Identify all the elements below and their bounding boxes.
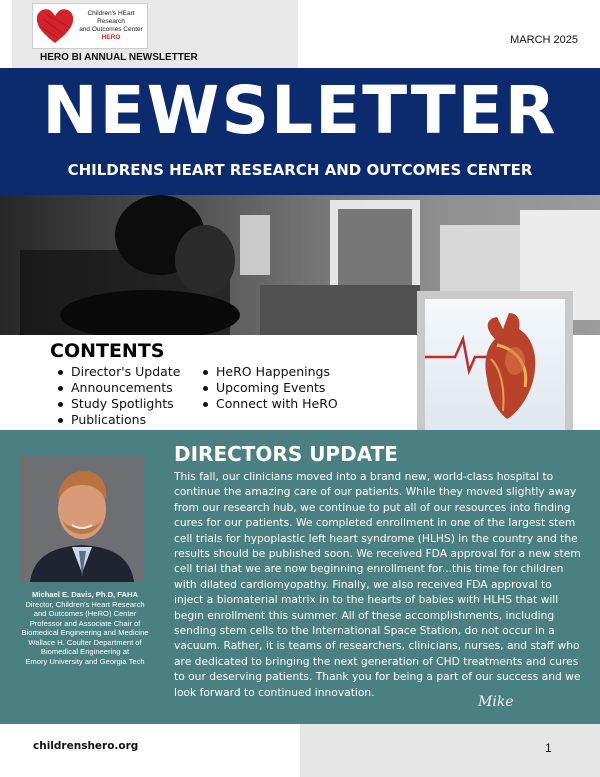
director-signature: Mike: [478, 694, 514, 710]
logo-line: HERO: [101, 34, 121, 41]
contents-item[interactable]: Announcements: [55, 380, 180, 396]
director-caption: [6, 590, 164, 666]
heart-logo-icon: [35, 7, 75, 45]
newsletter-subtitle: CHILDRENS HEART RESEARCH AND OUTCOMES CENTER: [67, 161, 533, 179]
directors-update-title: DIRECTORS UPDATE: [174, 442, 398, 466]
contents-item[interactable]: Connect with HeRO: [200, 396, 338, 412]
newsletter-title: NEWSLETTER: [42, 72, 558, 149]
directors-update-body: This fall, our clinicians moved into a brand new, world-class hospital to continue the amazing care of our patients. While they moved slightly away from our research hub, we continue to put all of our resources into finding cures for our patients. We completed enrollment in one of the largest stem cell trials for hypoplastic left heart syndrome (HLHS) in the country and the results should be published soon. We received FDA approval for a new stem cell trial that we are now beginning enrollment for...this time for children with dilated cardiomyopathy. Finally, we also received FDA approval to inject a biomaterial matrix in to the hearts of babies with HLHS that will begin enrollment this summer. All of these accomplishments, including sending stem cells to the International Space Station, do not occur in a vacuum. Rather, it is teams of researchers, clinicians, nurses, and staff who are dedicated to bringing the next generation of CHD treatments and cures to our deserving patients. Thank you for being a part of our success and we look forward to continued innovation.: [174, 470, 581, 699]
contents-item[interactable]: Study Spotlights: [55, 396, 180, 412]
page-number: 1: [545, 741, 552, 755]
director-name: Michael E. Davis, Ph.D, FAHA: [32, 590, 138, 599]
annual-label: HERO BI ANNUAL NEWSLETTER: [40, 52, 198, 63]
hero-logo: [32, 3, 148, 49]
anatomical-heart-icon: [425, 299, 565, 439]
logo-line: and Outcomes Center: [79, 26, 143, 33]
caption-line: Emory University and Georgia Tech: [25, 656, 145, 666]
contents-list-left: [55, 364, 180, 428]
logo-line: Research: [97, 18, 125, 25]
contents-item[interactable]: Director's Update: [55, 364, 180, 380]
contents-item[interactable]: HeRO Happenings: [200, 364, 338, 380]
logo-line: Children's HEart: [87, 10, 135, 17]
caption-line: Biomedical Engineering at: [40, 647, 130, 656]
contents-item[interactable]: Publications: [55, 412, 180, 428]
director-portrait: [20, 455, 143, 582]
caption-line: Wallace H. Coulter Department of: [28, 637, 142, 647]
caption-line: Professor and Associate Chair of: [29, 618, 141, 628]
footer-panel: [300, 724, 600, 777]
contents-title: CONTENTS: [50, 340, 165, 362]
contents-list-right: [200, 364, 338, 412]
caption-line: Biomedical Engineering and Medicine: [21, 628, 149, 637]
caption-line: Director, Children's Heart Research: [25, 599, 145, 609]
issue-date: MARCH 2025: [510, 34, 578, 46]
contents-item[interactable]: Upcoming Events: [200, 380, 338, 396]
person-portrait-image: [20, 455, 143, 582]
website-link[interactable]: childrenshero.org: [33, 740, 139, 752]
caption-line: and Outcomes (HeRO) Center: [33, 609, 137, 618]
logo-text: [75, 10, 147, 42]
heart-image-frame: [417, 291, 573, 447]
heart-illustration: [425, 299, 565, 439]
